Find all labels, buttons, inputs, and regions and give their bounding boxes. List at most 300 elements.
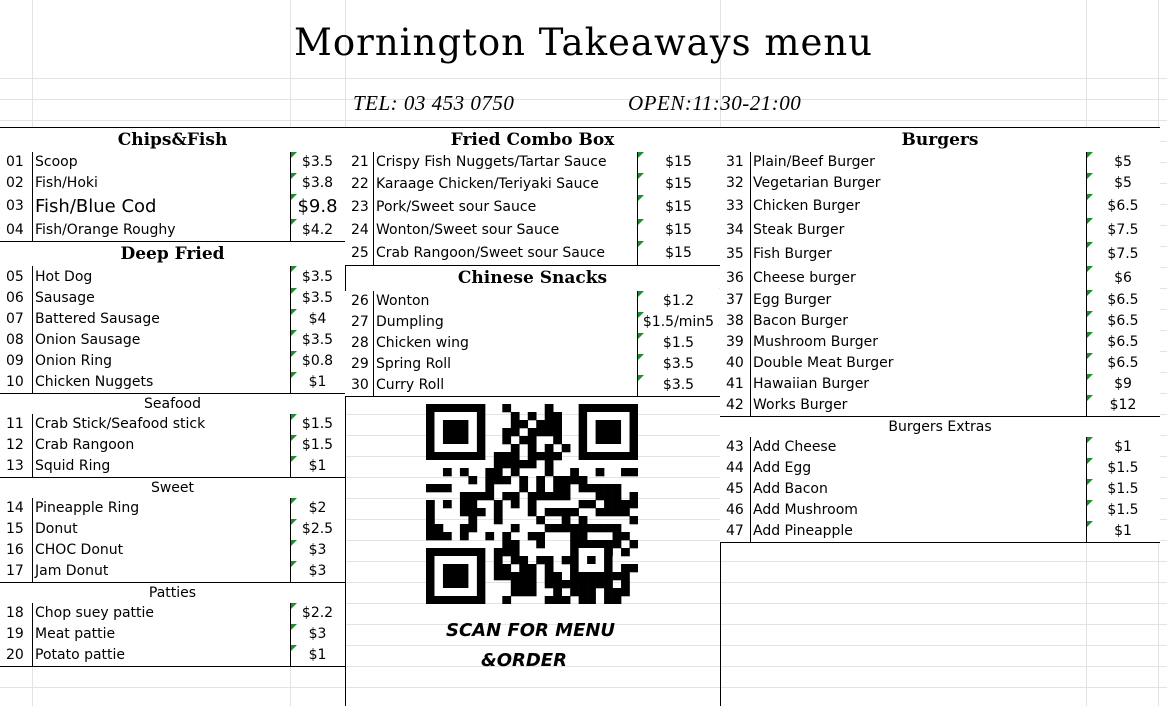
item-price: $3: [308, 563, 327, 579]
menu-item-row[interactable]: [0, 435, 345, 456]
column-border: [637, 219, 638, 241]
item-name: Mushroom Burger: [753, 334, 879, 350]
qr-module: [596, 508, 605, 516]
qr-module: [511, 572, 520, 580]
qr-module: [536, 532, 545, 540]
column-border: [750, 353, 751, 374]
item-price: $15: [665, 154, 692, 170]
qr-module: [621, 468, 630, 476]
menu-item-row[interactable]: [720, 479, 1160, 500]
qr-module: [477, 492, 486, 500]
patties-header: Patties: [0, 583, 345, 603]
column-border: [750, 194, 751, 218]
column-border: [32, 351, 33, 372]
row-border: [0, 666, 345, 667]
qr-module: [460, 532, 469, 540]
qr-module: [434, 524, 443, 532]
qr-module: [621, 588, 630, 596]
column-border: [32, 372, 33, 393]
column-border: [1086, 458, 1087, 479]
column-border: [1086, 242, 1087, 266]
item-price: $2.2: [301, 605, 334, 621]
qr-module: [570, 524, 579, 532]
qr-module: [511, 524, 520, 532]
item-name: Crab Stick/Seafood stick: [35, 416, 206, 432]
qr-module: [553, 572, 562, 580]
qr-module: [570, 532, 579, 540]
column-border: [373, 375, 374, 396]
column-border: [32, 540, 33, 561]
column-border: [373, 219, 374, 241]
qr-module: [502, 548, 511, 556]
item-price: $2: [308, 500, 327, 516]
qr-module: [545, 428, 554, 436]
menu-item-row[interactable]: [720, 458, 1160, 479]
column-border: [373, 354, 374, 375]
qr-module: [511, 428, 520, 436]
qr-module: [579, 516, 588, 524]
qr-module: [630, 500, 638, 508]
menu-item-row[interactable]: [345, 312, 720, 333]
column-border: [750, 521, 751, 542]
qr-module: [553, 588, 562, 596]
item-number: 23: [351, 199, 369, 215]
qr-module: [502, 532, 511, 540]
item-number: 14: [6, 500, 24, 516]
qr-module: [468, 476, 477, 484]
qr-module: [621, 500, 630, 508]
item-name: Onion Sausage: [35, 332, 141, 348]
menu-item-row[interactable]: [720, 332, 1160, 353]
qr-module: [604, 500, 613, 508]
qr-module: [528, 436, 537, 444]
qr-module: [570, 580, 579, 588]
burgers-header: Burgers: [720, 128, 1160, 152]
qr-module: [443, 420, 468, 444]
qr-module: [587, 580, 596, 588]
qr-module: [536, 428, 545, 436]
item-name: Wonton: [376, 293, 430, 309]
item-name: Chicken Burger: [753, 198, 861, 214]
menu-item-row[interactable]: [720, 353, 1160, 374]
item-name: Curry Roll: [376, 377, 445, 393]
qr-module: [579, 484, 588, 492]
item-number: 15: [6, 521, 24, 537]
row-border: [720, 542, 1160, 543]
qr-module: [528, 412, 537, 420]
menu-item-row[interactable]: [0, 561, 345, 582]
item-number: 25: [351, 245, 369, 261]
menu-item-row[interactable]: [345, 173, 720, 195]
item-price: $2.5: [301, 521, 334, 537]
column-border: [32, 194, 33, 219]
qr-module: [621, 564, 630, 572]
menu-item-row[interactable]: [0, 540, 345, 561]
item-number: 04: [6, 222, 24, 238]
qr-module: [596, 468, 605, 476]
item-price: $6.5: [1107, 334, 1139, 350]
column-border: [750, 500, 751, 521]
chinese-snacks-header: Chinese Snacks: [346, 266, 719, 290]
item-name: Pork/Sweet sour Sauce: [376, 199, 537, 215]
qr-module: [494, 460, 503, 468]
qr-module: [596, 492, 605, 500]
qr-module: [596, 484, 605, 492]
qr-module: [502, 452, 511, 460]
sweet-header: Sweet: [0, 478, 345, 498]
item-number: 37: [726, 292, 744, 308]
scan-text-line1: SCAN FOR MENU: [446, 620, 616, 641]
column-border: [290, 351, 291, 372]
qr-module: [519, 580, 528, 588]
menu-item-row[interactable]: [0, 266, 345, 288]
qr-module: [519, 556, 528, 564]
qr-module: [545, 452, 554, 460]
column-border: [1086, 437, 1087, 458]
column-border: [290, 603, 291, 624]
item-name: Add Bacon: [753, 481, 828, 497]
item-price: $1.2: [662, 293, 695, 309]
qr-module: [426, 524, 435, 532]
menu-item-row[interactable]: [720, 194, 1160, 218]
qr-module: [519, 588, 528, 596]
qr-module: [528, 452, 537, 460]
qr-module: [553, 492, 562, 500]
menu-item-row[interactable]: [720, 152, 1160, 173]
item-price: $15: [665, 176, 692, 192]
qr-module: [562, 524, 571, 532]
menu-item-row[interactable]: [720, 374, 1160, 395]
qr-module: [494, 508, 503, 516]
qr-module: [502, 572, 511, 580]
item-name: Meat pattie: [35, 626, 116, 642]
column-border: [290, 456, 291, 477]
qr-module: [562, 516, 571, 524]
item-name: Wonton/Sweet sour Sauce: [376, 222, 560, 238]
column-border: [1086, 374, 1087, 395]
qr-module: [485, 484, 494, 492]
qr-module: [613, 588, 622, 596]
item-number: 21: [351, 154, 369, 170]
item-name: Battered Sausage: [35, 311, 160, 327]
item-name: Works Burger: [753, 397, 848, 413]
qr-module: [545, 460, 554, 468]
item-price: $4.2: [301, 222, 334, 238]
qr-module: [502, 492, 511, 500]
qr-module: [511, 548, 520, 556]
qr-module: [494, 452, 503, 460]
menu-item-row[interactable]: [720, 242, 1160, 266]
qr-code-icon[interactable]: [426, 404, 638, 604]
column-border: [750, 218, 751, 242]
menu-item-row[interactable]: [0, 152, 345, 173]
qr-module: [494, 556, 503, 564]
item-price: $9.8: [297, 196, 338, 217]
menu-item-row[interactable]: [0, 219, 345, 241]
menu-item-row[interactable]: [720, 218, 1160, 242]
qr-module: [579, 596, 588, 604]
item-name: Fish/Blue Cod: [35, 196, 157, 217]
grid-row-line: [0, 120, 1167, 121]
item-price: $7.5: [1107, 222, 1139, 238]
column-border: [32, 624, 33, 645]
column-border: [373, 291, 374, 312]
column-border: [1086, 194, 1087, 218]
item-number: 20: [6, 647, 24, 663]
menu-item-row[interactable]: [720, 521, 1160, 542]
menu-item-row[interactable]: [0, 519, 345, 540]
item-name: Egg Burger: [753, 292, 832, 308]
menu-item-row[interactable]: [720, 266, 1160, 290]
qr-module: [511, 500, 520, 508]
qr-module: [536, 492, 545, 500]
qr-module: [511, 420, 520, 428]
qr-module: [621, 532, 630, 540]
column-border: [1086, 500, 1087, 521]
item-price: $9: [1114, 376, 1132, 392]
qr-module: [596, 420, 621, 444]
column-border: [32, 519, 33, 540]
qr-module: [562, 476, 571, 484]
qr-module: [519, 460, 528, 468]
qr-module: [562, 580, 571, 588]
qr-module: [613, 508, 622, 516]
qr-module: [502, 540, 511, 548]
column-border: [750, 266, 751, 290]
qr-module: [502, 564, 511, 572]
item-name: Chicken wing: [376, 335, 469, 351]
qr-module: [494, 548, 503, 556]
qr-module: [613, 572, 622, 580]
qr-module: [553, 580, 562, 588]
column-border: [32, 498, 33, 519]
menu-item-row[interactable]: [0, 351, 345, 372]
qr-module: [604, 508, 613, 516]
qr-module: [613, 484, 622, 492]
qr-module: [587, 500, 596, 508]
qr-module: [511, 452, 520, 460]
item-name: Chicken Nuggets: [35, 374, 154, 390]
qr-module: [587, 596, 596, 604]
column-border: [32, 309, 33, 330]
qr-module: [502, 596, 511, 604]
qr-module: [528, 572, 537, 580]
qr-module: [528, 428, 537, 436]
item-number: 47: [726, 523, 744, 539]
qr-module: [553, 452, 562, 460]
menu-item-row[interactable]: [0, 330, 345, 351]
menu-item-row[interactable]: [345, 333, 720, 354]
item-price: $1.5/min5: [642, 314, 715, 330]
menu-item-row[interactable]: [345, 219, 720, 241]
menu-item-row[interactable]: [0, 624, 345, 645]
qr-module: [545, 412, 554, 420]
item-number: 19: [6, 626, 24, 642]
item-name: Steak Burger: [753, 222, 845, 238]
item-price: $6.5: [1107, 198, 1139, 214]
qr-module: [604, 596, 613, 604]
page-title: Mornington Takeaways menu: [293, 21, 874, 64]
qr-module: [545, 564, 554, 572]
qr-module: [536, 476, 545, 484]
item-price: $1: [1114, 439, 1132, 455]
menu-item-row[interactable]: [345, 195, 720, 219]
menu-item-row[interactable]: [345, 152, 720, 173]
column-border: [1086, 332, 1087, 353]
qr-module: [621, 548, 630, 556]
qr-module: [545, 492, 554, 500]
qr-module: [468, 516, 477, 524]
qr-module: [570, 588, 579, 596]
qr-module: [443, 484, 452, 492]
qr-module: [536, 556, 545, 564]
qr-module: [426, 532, 435, 540]
qr-module: [511, 412, 520, 420]
item-name: Crab Rangoon: [35, 437, 135, 453]
item-name: Chop suey pattie: [35, 605, 155, 621]
menu-item-row[interactable]: [0, 288, 345, 309]
item-price: $15: [665, 222, 692, 238]
qr-module: [485, 532, 494, 540]
column-border: [750, 479, 751, 500]
column-border: [750, 437, 751, 458]
qr-module: [426, 500, 435, 508]
column-border: [290, 645, 291, 666]
item-number: 41: [726, 376, 744, 392]
qr-module: [604, 492, 613, 500]
item-number: 08: [6, 332, 24, 348]
column-border: [290, 540, 291, 561]
qr-module: [562, 596, 571, 604]
menu-item-row[interactable]: [720, 437, 1160, 458]
item-number: 34: [726, 222, 744, 238]
menu-item-row[interactable]: [345, 354, 720, 375]
column-border: [290, 435, 291, 456]
column-border: [32, 435, 33, 456]
menu-item-row[interactable]: [0, 414, 345, 435]
qr-module: [502, 428, 511, 436]
item-price: $3.5: [301, 290, 334, 306]
qr-module: [553, 508, 562, 516]
column-border: [637, 152, 638, 173]
item-price: $5: [1114, 175, 1132, 191]
qr-module: [502, 476, 511, 484]
qr-module: [519, 420, 528, 428]
column-border: [32, 330, 33, 351]
qr-module: [536, 484, 545, 492]
qr-module: [630, 564, 638, 572]
qr-module: [468, 524, 477, 532]
qr-module: [545, 524, 554, 532]
menu-item-row[interactable]: [720, 395, 1160, 416]
qr-module: [553, 428, 562, 436]
item-number: 05: [6, 269, 24, 285]
column-border: [1086, 152, 1087, 173]
menu-item-row[interactable]: [0, 372, 345, 393]
qr-module: [570, 476, 579, 484]
qr-module: [494, 468, 503, 476]
item-number: 17: [6, 563, 24, 579]
menu-item-row[interactable]: [0, 456, 345, 477]
qr-module: [553, 436, 562, 444]
column-border: [32, 603, 33, 624]
menu-item-row[interactable]: [720, 173, 1160, 194]
menu-item-row[interactable]: [720, 500, 1160, 521]
qr-module: [494, 476, 503, 484]
item-number: 35: [726, 246, 744, 262]
column-border: [32, 219, 33, 241]
item-price: $3: [308, 542, 327, 558]
menu-item-row[interactable]: [0, 498, 345, 519]
qr-module: [536, 540, 545, 548]
menu-item-row[interactable]: [0, 603, 345, 624]
item-name: Squid Ring: [35, 458, 111, 474]
item-price: $4: [308, 311, 327, 327]
column-border: [1086, 290, 1087, 311]
item-price: $15: [665, 245, 692, 261]
qr-module: [579, 532, 588, 540]
item-number: 33: [726, 198, 744, 214]
qr-module: [460, 524, 469, 532]
menu-item-row[interactable]: [345, 291, 720, 312]
qr-module: [562, 556, 571, 564]
qr-module: [485, 468, 494, 476]
qr-module: [553, 524, 562, 532]
qr-module: [528, 580, 537, 588]
item-name: Fish Burger: [753, 246, 832, 262]
column-border: [637, 312, 638, 333]
menu-item-row[interactable]: [720, 290, 1160, 311]
column-border: [750, 311, 751, 332]
qr-module: [621, 580, 630, 588]
menu-item-row[interactable]: [0, 194, 345, 219]
column-border: [637, 195, 638, 219]
qr-module: [494, 500, 503, 508]
qr-module: [604, 588, 613, 596]
item-number: 24: [351, 222, 369, 238]
item-name: Spring Roll: [376, 356, 452, 372]
item-price: $6.5: [1107, 355, 1139, 371]
qr-module: [545, 580, 554, 588]
column-border: [1086, 479, 1087, 500]
menu-item-row[interactable]: [345, 375, 720, 396]
qr-module: [553, 476, 562, 484]
item-name: Crispy Fish Nuggets/Tartar Sauce: [376, 154, 607, 170]
qr-module: [528, 508, 537, 516]
item-price: $6.5: [1107, 292, 1139, 308]
column-border: [373, 195, 374, 219]
qr-module: [519, 484, 528, 492]
item-name: Add Egg: [753, 460, 812, 476]
menu-item-row[interactable]: [720, 311, 1160, 332]
column-border: [290, 173, 291, 194]
menu-item-row[interactable]: [0, 645, 345, 666]
qr-module: [536, 452, 545, 460]
menu-item-row[interactable]: [345, 241, 720, 265]
menu-item-row[interactable]: [0, 309, 345, 330]
column-border: [1086, 521, 1087, 542]
menu-item-row[interactable]: [0, 173, 345, 194]
qr-module: [485, 476, 494, 484]
qr-module: [579, 500, 588, 508]
qr-module: [630, 540, 638, 548]
qr-module: [511, 492, 520, 500]
deep-fried-header: Deep Fried: [0, 242, 345, 266]
column-border: [290, 519, 291, 540]
column-border: [750, 152, 751, 173]
column-border: [32, 645, 33, 666]
qr-module: [519, 436, 528, 444]
